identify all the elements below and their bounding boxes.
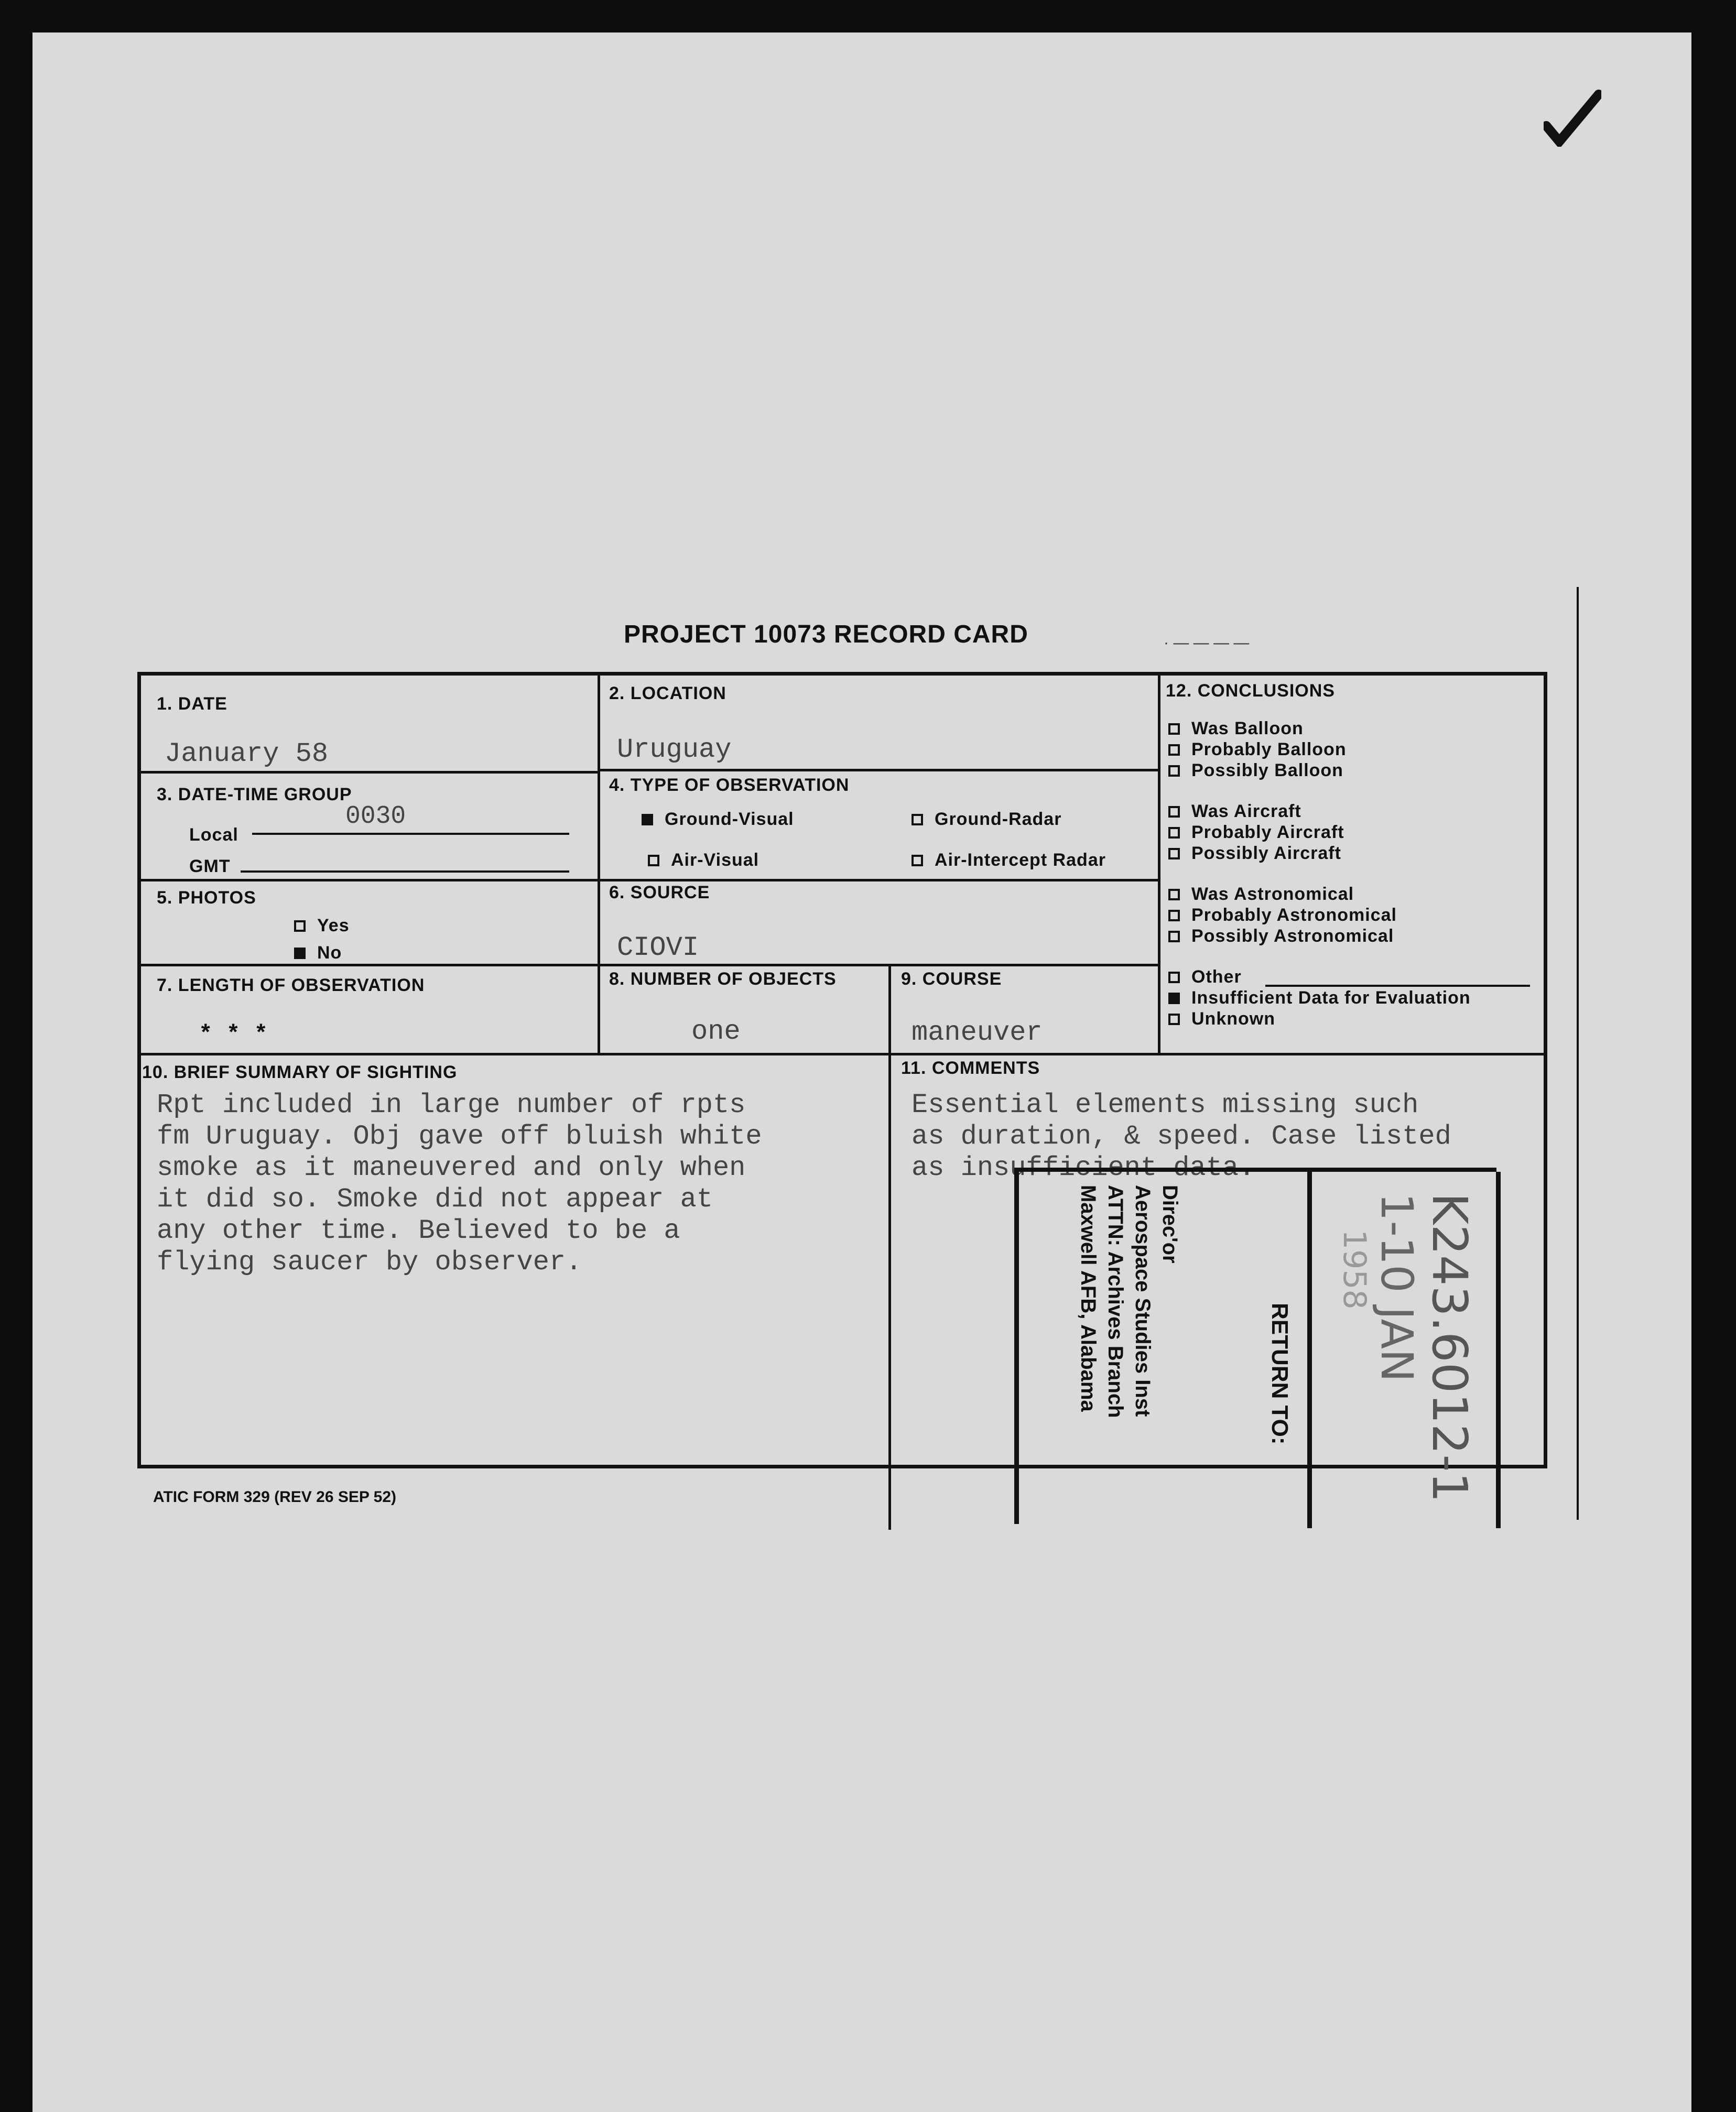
other-line: [1265, 985, 1530, 987]
stamp-handwritten-3: 1958: [1336, 1229, 1373, 1310]
checkbox-icon[interactable]: [1168, 889, 1180, 900]
checkbox-icon[interactable]: [1168, 931, 1180, 942]
source-value: CIOVI: [617, 932, 699, 963]
stamp-handwritten-1: K243.6012-1: [1422, 1193, 1478, 1503]
dtg-gmt-label: GMT: [189, 856, 231, 876]
form-footer: ATIC FORM 329 (REV 26 SEP 52): [153, 1488, 397, 1506]
conclusion-item[interactable]: Insufficient Data for Evaluation: [1168, 988, 1471, 1008]
date-value: January 58: [165, 738, 329, 769]
margin-rule: [1577, 587, 1579, 1520]
dtg-local-line: [252, 833, 569, 835]
length-value: * * *: [199, 1021, 268, 1048]
stamp-line2: Aerospace Studies Inst: [1131, 1185, 1154, 1417]
objects-value: one: [691, 1016, 741, 1047]
title-mark: · — — — —: [1164, 634, 1250, 651]
photos-yes[interactable]: Yes: [294, 916, 350, 936]
checkbox-icon[interactable]: [648, 855, 659, 866]
card-title: PROJECT 10073 RECORD CARD: [624, 620, 1028, 648]
divider-row-1b: [598, 769, 1158, 771]
divider-row-2: [141, 879, 1158, 881]
divider-row-1: [141, 771, 598, 774]
conclusion-item[interactable]: Was Balloon: [1168, 718, 1304, 739]
photos-label: 5. PHOTOS: [157, 888, 256, 908]
checkbox-icon[interactable]: [1168, 765, 1180, 777]
conclusion-item[interactable]: Possibly Balloon: [1168, 760, 1343, 781]
observation-type-label: 4. TYPE OF OBSERVATION: [609, 775, 850, 795]
observation-air-intercept-radar[interactable]: Air-Intercept Radar: [912, 850, 1106, 870]
checkbox-icon[interactable]: [1168, 723, 1180, 735]
observation-ground-radar[interactable]: Ground-Radar: [912, 809, 1061, 830]
observation-air-visual[interactable]: Air-Visual: [648, 850, 759, 870]
return-stamp: [1014, 1168, 1496, 1524]
checkbox-icon[interactable]: [1168, 972, 1180, 983]
source-label: 6. SOURCE: [609, 883, 710, 902]
stamp-handwritten-2: 1-10 JAN: [1371, 1193, 1423, 1382]
checkbox-icon[interactable]: [912, 814, 923, 825]
location-value: Uruguay: [617, 734, 732, 765]
checkbox-icon[interactable]: [912, 855, 923, 866]
stamp-return-to: RETURN TO:: [1267, 1303, 1293, 1445]
conclusion-item[interactable]: Probably Astronomical: [1168, 905, 1397, 926]
conclusion-item[interactable]: Possibly Aircraft: [1168, 843, 1341, 864]
checkbox-icon[interactable]: [1168, 848, 1180, 859]
length-label: 7. LENGTH OF OBSERVATION: [157, 975, 425, 995]
divider-col-course: [888, 964, 891, 1530]
divider-row-4: [141, 1053, 1547, 1055]
conclusion-item[interactable]: Possibly Astronomical: [1168, 926, 1394, 946]
checkbox-icon[interactable]: [1168, 827, 1180, 839]
observation-ground-visual[interactable]: Ground-Visual: [642, 809, 794, 830]
conclusion-item[interactable]: Probably Aircraft: [1168, 822, 1344, 843]
dtg-label: 3. DATE-TIME GROUP: [157, 785, 352, 804]
location-label: 2. LOCATION: [609, 683, 726, 703]
checkbox-icon[interactable]: [1168, 993, 1180, 1004]
conclusion-item[interactable]: Probably Balloon: [1168, 739, 1347, 760]
course-label: 9. COURSE: [901, 969, 1002, 989]
stamp-line1: Direc'or: [1158, 1185, 1181, 1264]
checkbox-icon[interactable]: [1168, 1014, 1180, 1025]
checkbox-icon[interactable]: [642, 814, 653, 825]
checkbox-icon[interactable]: [294, 920, 306, 932]
checkbox-icon[interactable]: [1168, 910, 1180, 921]
checkbox-icon[interactable]: [1168, 744, 1180, 756]
conclusion-item[interactable]: Other: [1168, 967, 1242, 987]
dtg-local-value: 0030: [345, 802, 406, 831]
comments-label: 11. COMMENTS: [901, 1058, 1040, 1078]
stamp-line4: Maxwell AFB, Alabama: [1077, 1185, 1100, 1412]
conclusion-item[interactable]: Was Astronomical: [1168, 884, 1354, 905]
objects-label: 8. NUMBER OF OBJECTS: [609, 969, 837, 989]
divider-row-3: [141, 964, 1158, 966]
comments-text: Essential elements missing such as duration, & speed. Case listed as insufficient data.: [912, 1090, 1451, 1183]
stamp-line3: ATTN: Archives Branch: [1104, 1185, 1127, 1418]
divider-col-1: [598, 676, 600, 1053]
summary-text: Rpt included in large number of rpts fm Uruguay. Obj gave off bluish white smoke as it maneuvered and only when it did so. Smoke did not appear at any other time. Believed to be a flying saucer by observer.: [157, 1090, 762, 1278]
divider-col-conclusions: [1158, 676, 1160, 1053]
dtg-gmt-line: [241, 870, 569, 873]
conclusion-item[interactable]: Unknown: [1168, 1009, 1275, 1029]
dtg-local-label: Local: [189, 825, 238, 845]
conclusion-item[interactable]: Was Aircraft: [1168, 801, 1301, 822]
summary-label: 10. BRIEF SUMMARY OF SIGHTING: [142, 1062, 458, 1082]
checkbox-icon[interactable]: [294, 948, 306, 959]
checkbox-icon[interactable]: [1168, 806, 1180, 818]
checkmark-icon: [1544, 89, 1601, 147]
conclusions-label: 12. CONCLUSIONS: [1166, 681, 1335, 701]
date-label: 1. DATE: [157, 694, 227, 714]
course-value: maneuver: [912, 1017, 1043, 1048]
photos-no[interactable]: No: [294, 943, 342, 963]
